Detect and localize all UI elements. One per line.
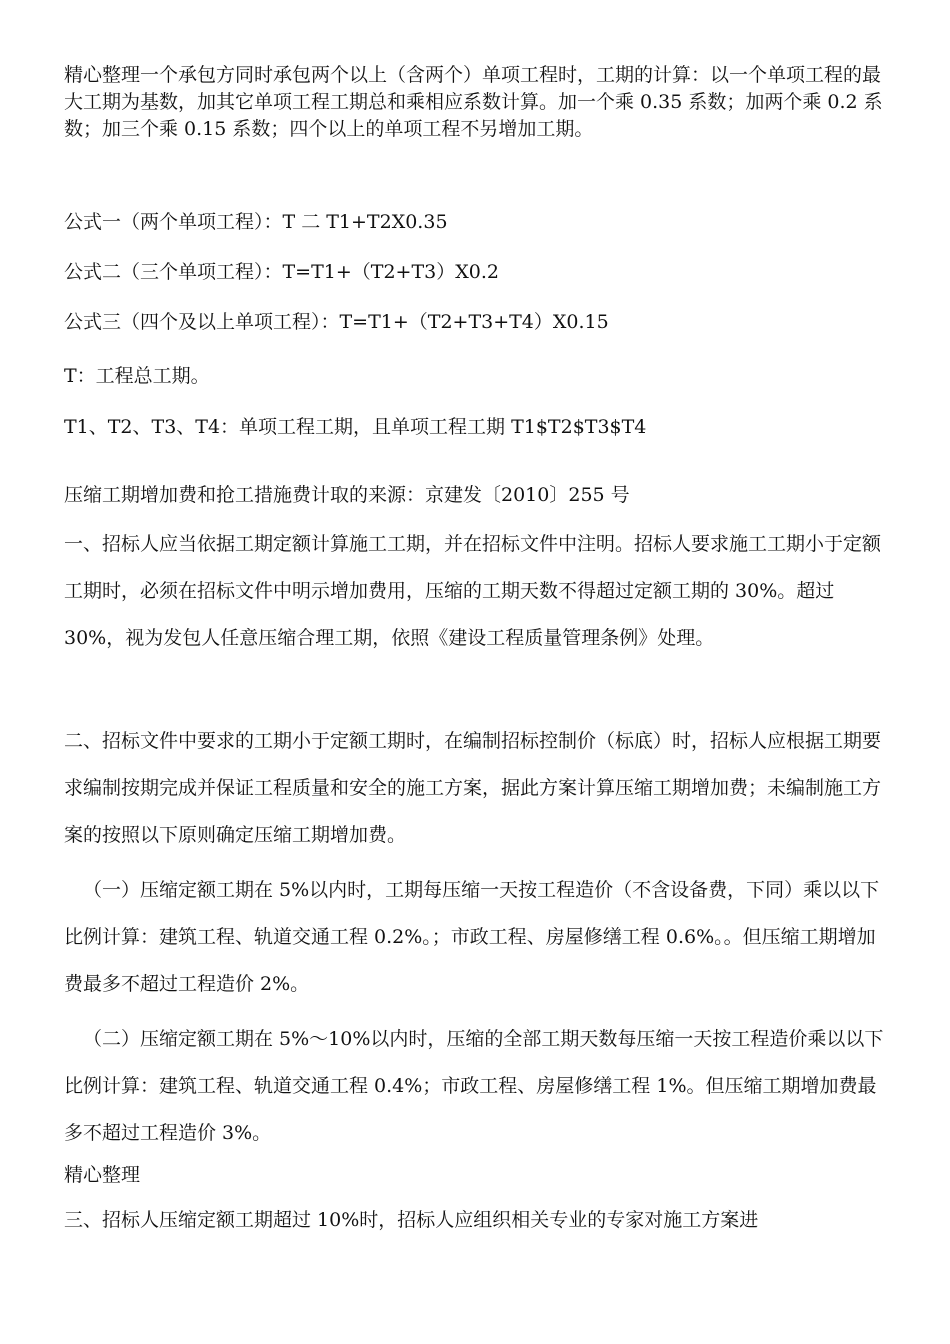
clause-three: 三、招标人压缩定额工期超过 10%时，招标人应组织相关专业的专家对施工方案进 bbox=[64, 1209, 759, 1231]
intro-paragraph: 精心整理一个承包方同时承包两个以上（含两个）单项工程时，工期的计算：以一个单项工程的最大工期为基数，加其它单项工程工期总和乘相应系数计算。加一个乘 0.35 系数；加两个乘 0.2 系数；加三个乘 0.15 系数；四个以上的单项工程不另增加工期。 bbox=[64, 64, 883, 140]
sub-clause-two: （二）压缩定额工期在 5%〜10%以内时，压缩的全部工期天数每压缩一天按工程造价乘以以下比例计算：建筑工程、轨道交通工程 0.4%；市政工程、房屋修缮工程 1%。但压缩工期增加费最多不超过工程造价 3%。 bbox=[64, 1028, 884, 1144]
definition-t: T：工程总工期。 bbox=[64, 365, 210, 387]
page-footer: 精心整理 bbox=[64, 1164, 141, 1186]
formula-two: 公式二（三个单项工程）：T=T1+（T2+T3）X0.2 bbox=[64, 261, 499, 283]
clause-one: 一、招标人应当依据工期定额计算施工工期，并在招标文件中注明。招标人要求施工工期小于定额工期时，必须在招标文件中明示增加费用，压缩的工期天数不得超过定额工期的 30%。超过 30%，视为发包人任意压缩合理工期，依照《建设工程质量管理条例》处理。 bbox=[64, 533, 882, 649]
definition-t1-t4: T1、T2、T3、T4：单项工程工期，且单项工程工期 T1$T2$T3$T4 bbox=[64, 416, 647, 438]
clause-two: 二、招标文件中要求的工期小于定额工期时，在编制招标控制价（标底）时，招标人应根据工期要求编制按期完成并保证工程质量和安全的施工方案，据此方案计算压缩工期增加费；未编制施工方案的按照以下原则确定压缩工期增加费。 bbox=[64, 730, 882, 846]
sub-clause-one: （一）压缩定额工期在 5%以内时，工期每压缩一天按工程造价（不含设备费，下同）乘以以下比例计算：建筑工程、轨道交通工程 0.2%。；市政工程、房屋修缮工程 0.6%。。但压缩工期增加费最多不超过工程造价 2%。 bbox=[64, 879, 880, 995]
formula-one: 公式一（两个单项工程）：T 二 T1+T2X0.35 bbox=[64, 211, 448, 233]
source-line: 压缩工期增加费和抢工措施费计取的来源：京建发〔2010〕255 号 bbox=[64, 484, 630, 506]
formula-three: 公式三（四个及以上单项工程）：T=T1+（T2+T3+T4）X0.15 bbox=[64, 311, 609, 333]
